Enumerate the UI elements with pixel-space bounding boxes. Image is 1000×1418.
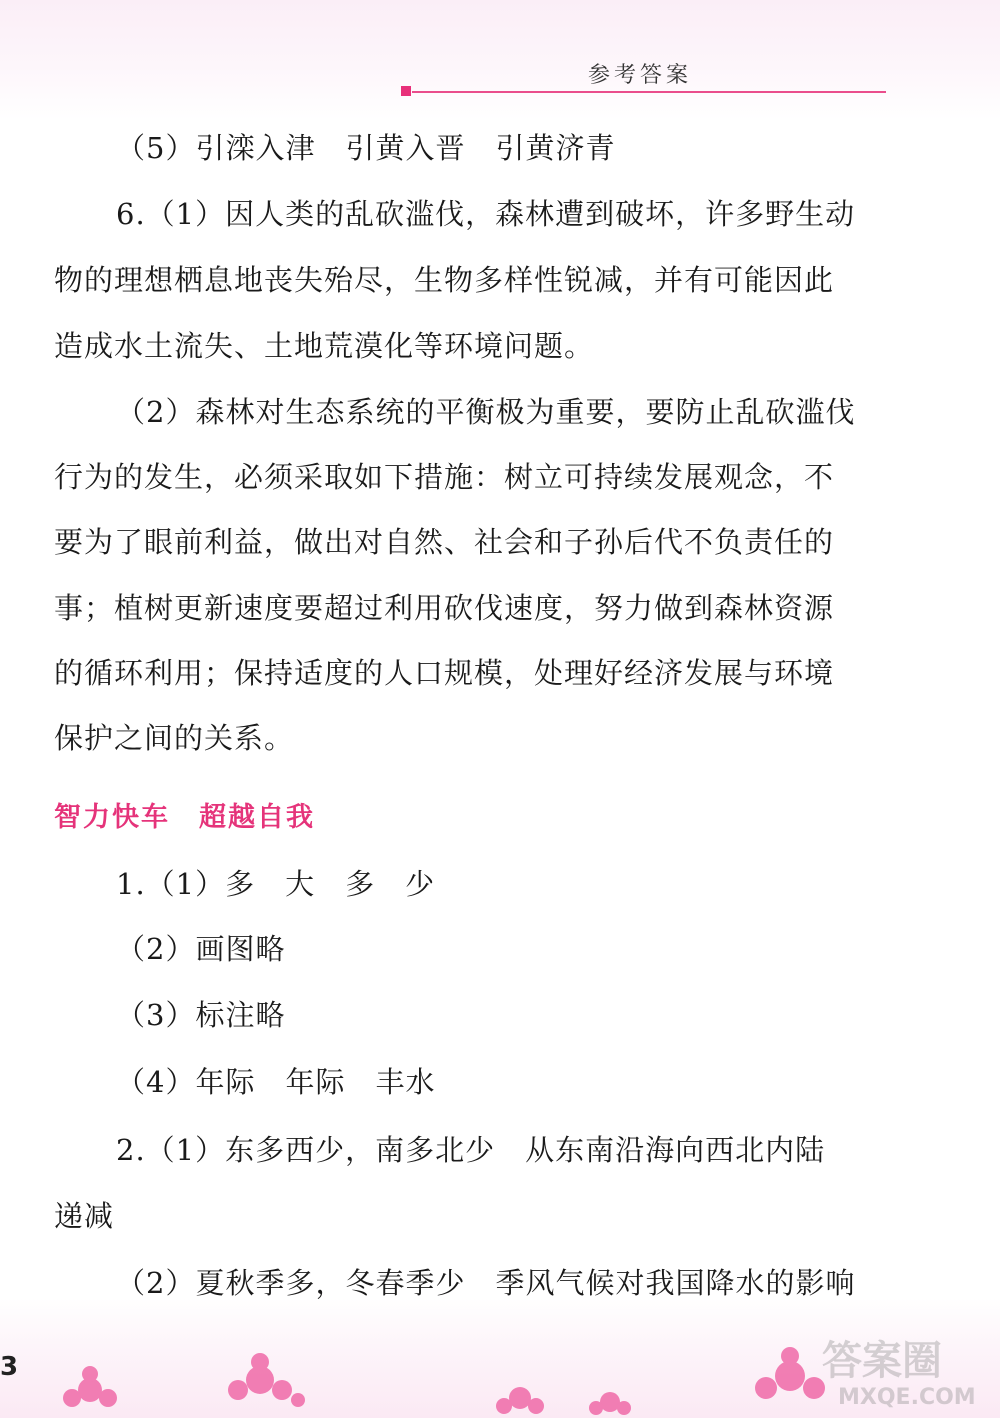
svg-text:答案圈: 答案圈	[822, 1338, 942, 1384]
answer-line: 物的理想栖息地丧失殆尽，生物多样性锐减，并有可能因此	[54, 263, 835, 297]
flower-cluster-icon	[228, 1353, 305, 1407]
answer-line: 行为的发生，必须采取如下措施：树立可持续发展观念，不	[54, 460, 835, 494]
section-answer-line: 1.（1）多 大 多 少	[116, 867, 436, 901]
flower-cluster-icon	[589, 1392, 631, 1415]
section-answer-line: （4）年际 年际 丰水	[116, 1065, 436, 1099]
section-heading: 智力快车 超越自我	[54, 802, 315, 833]
header-background	[0, 0, 1000, 120]
watermark-logo-icon	[820, 1330, 1000, 1410]
answer-line: 造成水土流失、土地荒漠化等环境问题。	[54, 329, 595, 363]
section-answer-line: 2.（1）东多西少，南多北少 从东南沿海向西北内陆	[116, 1133, 826, 1167]
header-rule	[412, 91, 886, 93]
answer-line: 事；植树更新速度要超过利用砍伐速度，努力做到森林资源	[54, 591, 835, 625]
section-answer-line: （2）夏秋季多，冬春季少 季风气候对我国降水的影响	[116, 1266, 856, 1300]
answer-line: 6.（1）因人类的乱砍滥伐，森林遭到破坏，许多野生动	[116, 197, 856, 231]
answer-line: （2）森林对生态系统的平衡极为重要，要防止乱砍滥伐	[116, 395, 856, 429]
section-answer-line: （3）标注略	[116, 998, 286, 1032]
flower-cluster-icon	[63, 1366, 117, 1407]
flower-cluster-icon	[496, 1387, 544, 1414]
page-number: 3	[0, 1352, 19, 1382]
section-answer-line: （2）画图略	[116, 932, 286, 966]
answer-line: 要为了眼前利益，做出对自然、社会和子孙后代不负责任的	[54, 525, 835, 559]
answer-line: （5）引滦入津 引黄入晋 引黄济青	[116, 131, 616, 165]
section-answer-line: 递减	[54, 1199, 115, 1233]
answer-line: 的循环利用；保持适度的人口规模，处理好经济发展与环境	[54, 656, 835, 690]
answer-line: 保护之间的关系。	[54, 721, 295, 755]
header-marker-square	[401, 86, 411, 96]
svg-text:MXQE.COM: MXQE.COM	[838, 1385, 976, 1410]
flower-cluster-icon	[755, 1347, 825, 1399]
page-header-title: 参考答案	[587, 63, 692, 88]
